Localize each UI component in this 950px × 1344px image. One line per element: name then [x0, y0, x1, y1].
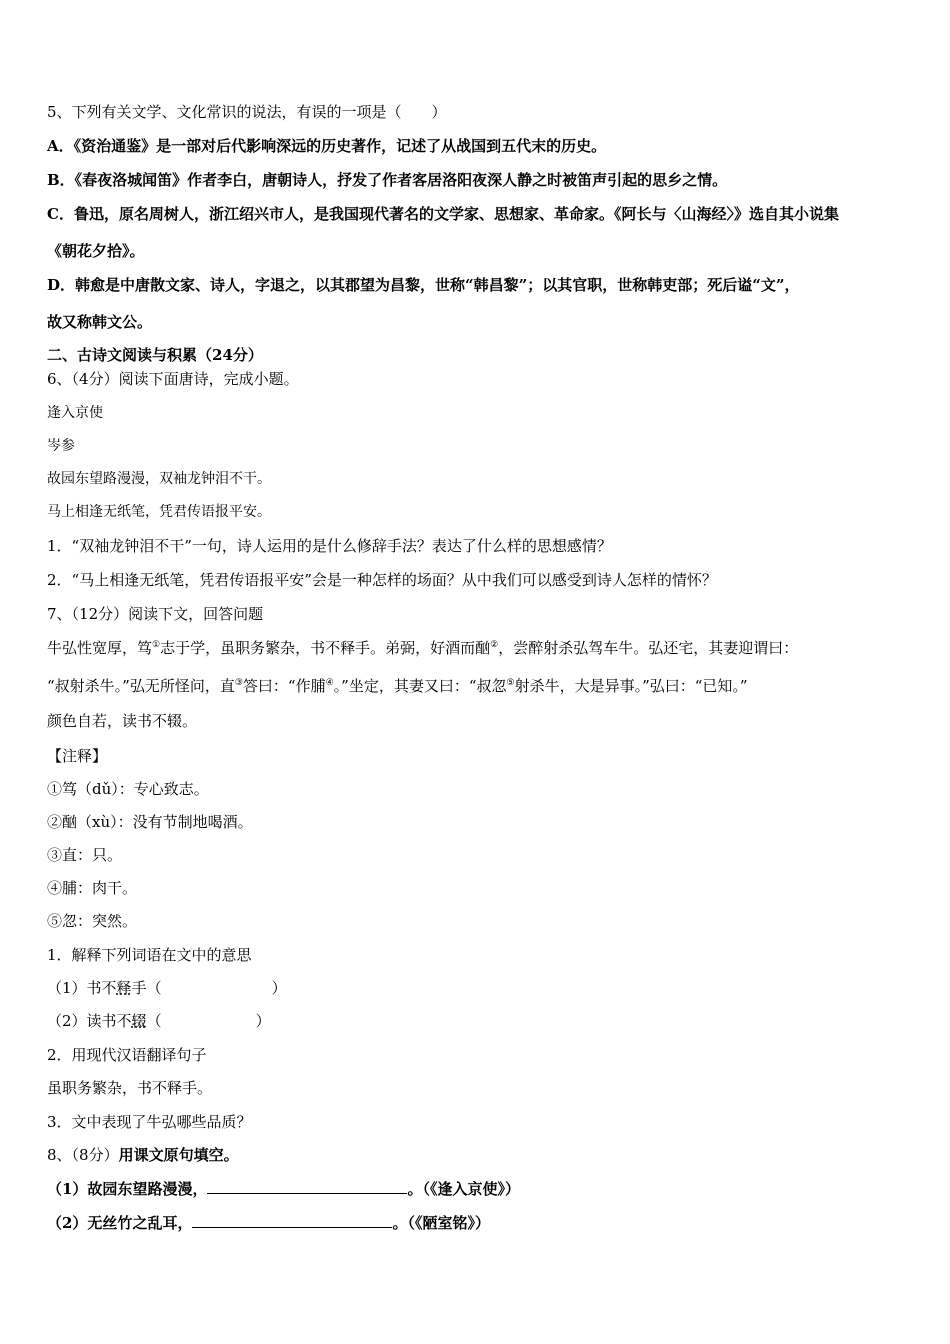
q7-sub-2: 2．用现代汉语翻译句子: [47, 1046, 207, 1064]
poem-line-1: 故园东望路漫漫，双袖龙钟泪不干。: [47, 471, 271, 487]
note-2: ②酗（xù）：没有节制地喝酒。: [47, 813, 253, 831]
note-5: ⑤忽：突然。: [47, 912, 138, 930]
q8-fill-1: （1）故园东望路漫漫， 。（《逢入京使》）: [47, 1180, 520, 1198]
section-2-heading: 二、古诗文阅读与积累（24分）: [47, 346, 263, 364]
q5-option-a: A．《资治通鉴》是一部对后代影响深远的历史著作，记述了从战国到五代末的历史。: [47, 137, 607, 155]
note-3: ③直：只。: [47, 846, 123, 864]
q6-sub-2: 2．“马上相逢无纸笔，凭君传语报平安”会是一种怎样的场面？从中我们可以感受到诗人怎样的情怀？: [47, 571, 717, 589]
q7-sub-1a: （1）书不释手（ ）: [47, 979, 287, 997]
q6-stem: 6、（4分）阅读下面唐诗，完成小题。: [47, 370, 299, 388]
q5-option-b: B．《春夜洛城闻笛》作者李白，唐朝诗人，抒发了作者客居洛阳夜深人静之时被笛声引起的思乡之情。: [47, 171, 728, 189]
q7-passage-line2: “叔射杀牛。”弘无所怪问，直③答曰：“作脯④。”坐定，其妻又曰：“叔忽⑤射杀牛，大是异事。”弘曰：“已知。”: [47, 677, 748, 695]
q5-option-c-line1: C．鲁迅，原名周树人，浙江绍兴市人，是我国现代著名的文学家、思想家、革命家。《阿长与〈山海经〉》选自其小说集: [47, 205, 839, 223]
fill-blank-1[interactable]: [207, 1179, 407, 1194]
q5-stem: 5、下列有关文学、文化常识的说法，有误的一项是（ ）: [47, 103, 447, 121]
q6-sub-1: 1．“双袖龙钟泪不干”一句，诗人运用的是什么修辞手法？表达了什么样的思想感情？: [47, 537, 612, 555]
poem-author: 岑参: [47, 438, 75, 454]
q5-option-c-line2: 《朝花夕拾》。: [47, 242, 145, 260]
q8-fill-2: （2）无丝竹之乱耳， 。（《陋室铭》）: [47, 1214, 490, 1232]
q7-stem: 7、（12分）阅读下文，回答问题: [47, 605, 264, 623]
note-4: ④脯：肉干。: [47, 879, 138, 897]
poem-title: 逢入京使: [47, 405, 103, 421]
q5-option-d-line1: D．韩愈是中唐散文家、诗人，字退之，以其郡望为昌黎，世称“韩昌黎”；以其官职，世称韩吏部；死后谥“文”，: [47, 276, 800, 294]
q7-passage-line3: 颜色自若，读书不辍。: [47, 712, 198, 730]
q7-sub-1b: （2）读书不辍（ ）: [47, 1012, 271, 1030]
q5-option-d-line2: 故又称韩文公。: [47, 313, 153, 331]
q7-passage-line1: 牛弘性宽厚，笃①志于学，虽职务繁杂，书不释手。弟弼，好酒而酗②，尝醉射杀弘驾车牛。弘还宅，其妻迎谓曰：: [47, 639, 799, 657]
q7-sub-1: 1．解释下列词语在文中的意思: [47, 946, 252, 964]
notes-title: 【注释】: [47, 747, 108, 765]
q7-sub-3: 3．文中表现了牛弘哪些品质？: [47, 1113, 252, 1131]
note-1: ①笃（dǔ）：专心致志。: [47, 780, 209, 798]
poem-line-2: 马上相逢无纸笔，凭君传语报平安。: [47, 504, 271, 520]
q7-sub-2-text: 虽职务繁杂，书不释手。: [47, 1079, 213, 1097]
fill-blank-2[interactable]: [192, 1213, 392, 1228]
q8-stem: 8、（8分）用课文原句填空。: [47, 1146, 239, 1164]
